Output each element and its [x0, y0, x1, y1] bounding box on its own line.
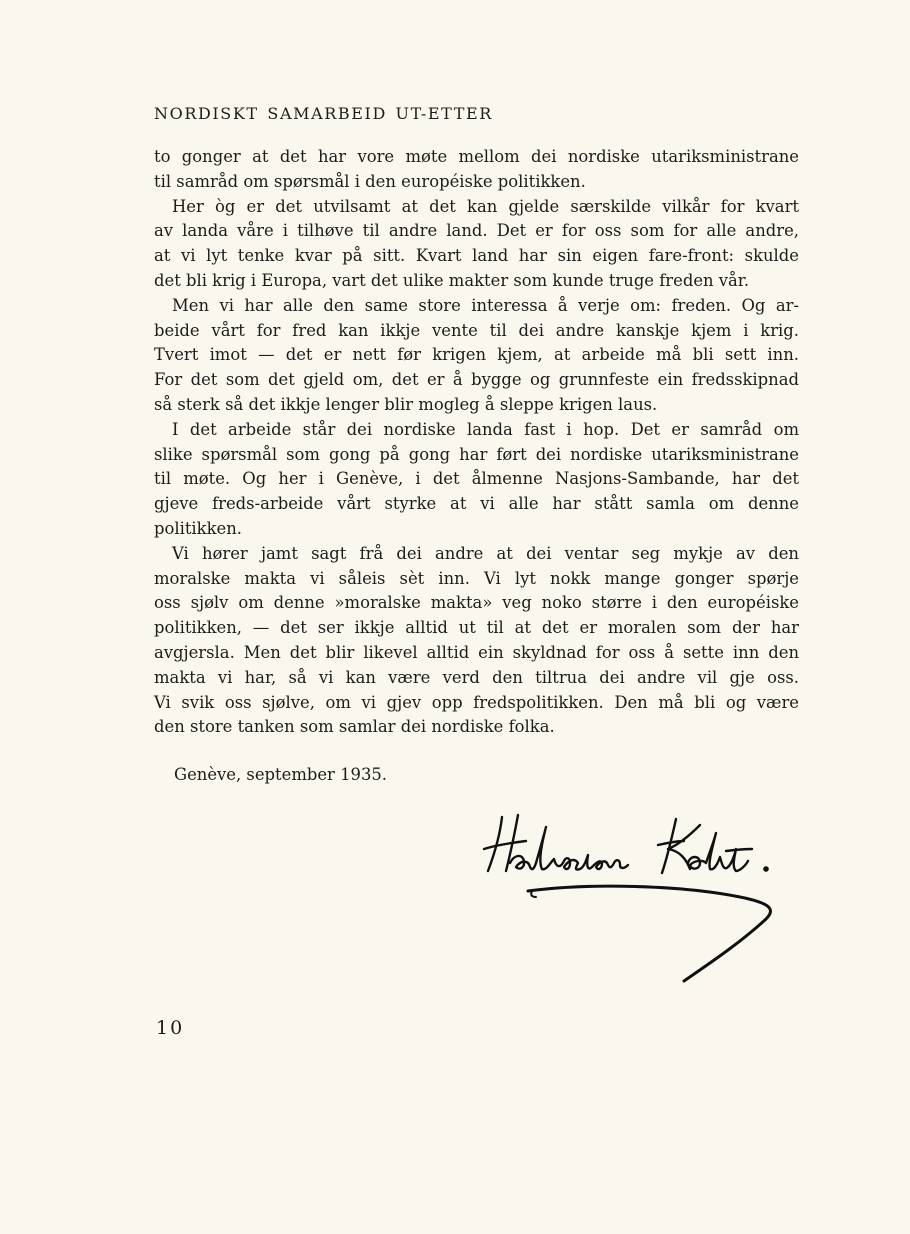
- text-line: slike spørsmål som gong på gong har ført dei nordiske utariksministrane: [154, 444, 799, 464]
- dateline: Genève, september 1935.: [174, 765, 388, 784]
- running-head: NORDISKT SAMARBEID UT-ETTER: [154, 104, 493, 123]
- text-line: avgjersla. Men det blir likevel alltid ein skyldnad for oss å sette inn den: [154, 642, 799, 662]
- body-text: [154, 145, 799, 740]
- page-number: 10: [156, 1017, 185, 1039]
- text-line: beide vårt for fred kan ikkje vente til dei andre kanskje kjem i krig.: [154, 320, 799, 340]
- text-line: Men vi har alle den same store interessa å verje om: freden. Og ar-: [172, 295, 799, 315]
- text-line: til samråd om spørsmål i den européiske politikken.: [154, 171, 586, 191]
- text-line: to gonger at det har vore møte mellom dei nordiske utariksministrane: [154, 147, 799, 166]
- text-line: politikken.: [154, 518, 243, 538]
- text-line: til møte. Og her i Genève, i det ålmenne Nasjons-Sambande, har det: [154, 469, 799, 489]
- text-line: Her òg er det utvilsamt at det kan gjelde særskilde vilkår for kvart: [172, 196, 799, 216]
- text-line: Vi hører jamt sagt frå dei andre at dei ventar seg mykje av den: [172, 543, 799, 563]
- text-line: moralske makta vi såleis sèt inn. Vi lyt nokk mange gonger spørje: [154, 568, 799, 588]
- text-line: makta vi har, så vi kan være verd den tiltrua dei andre vil gje oss.: [154, 667, 799, 687]
- text-line: I det arbeide står dei nordiske landa fast i hop. Det er samråd om: [172, 419, 799, 439]
- handwritten-signature: [470, 805, 790, 995]
- text-line: oss sjølv om denne »moralske makta» veg noko større i den européiske: [154, 593, 799, 613]
- text-line: Tvert imot — det er nett før krigen kjem, at arbeide må bli sett inn.: [154, 345, 799, 365]
- text-line: det bli krig i Europa, vart det ulike makter som kunde truge freden vår.: [154, 270, 750, 290]
- text-line: så sterk så det ikkje lenger blir mogleg å sleppe krigen laus.: [154, 394, 658, 414]
- text-line: av landa våre i tilhøve til andre land. Det er for oss som for alle andre,: [154, 221, 799, 241]
- text-line: den store tanken som samlar dei nordiske folka.: [154, 717, 555, 737]
- text-line: gjeve freds-arbeide vårt styrke at vi alle har stått samla om denne: [154, 494, 799, 514]
- text-line: politikken, — det ser ikkje alltid ut til at det er moralen som der har: [154, 618, 799, 638]
- text-line: For det som det gjeld om, det er å bygge og grunnfeste ein fredsskipnad: [154, 370, 799, 390]
- text-line: Vi svik oss sjølve, om vi gjev opp fredspolitikken. Den må bli og være: [154, 692, 799, 712]
- text-line: at vi lyt tenke kvar på sitt. Kvart land har sin eigen fare-front: skulde: [154, 246, 799, 266]
